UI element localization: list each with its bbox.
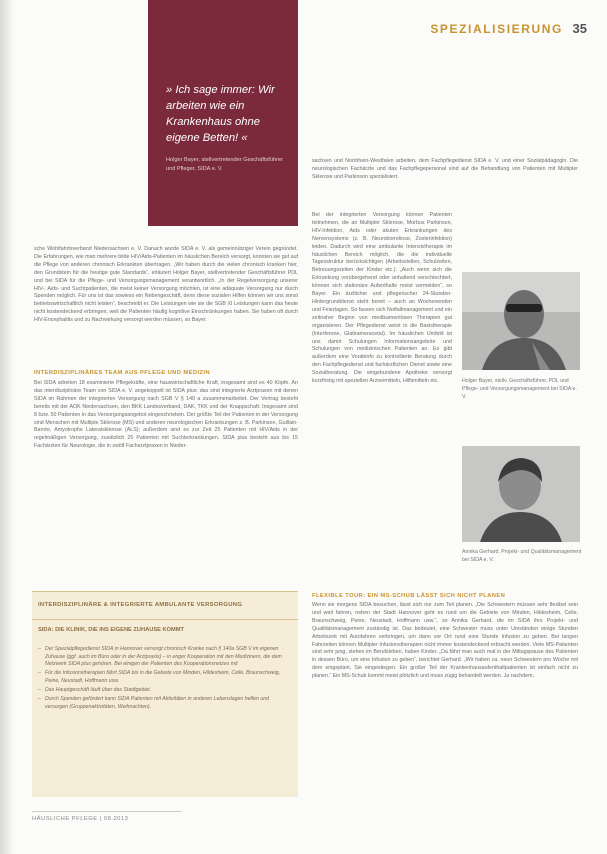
footer-divider xyxy=(32,811,182,812)
right-subheading: FLEXIBLE TOUR: EIN MS-SCHUB LÄSST SICH NICHT PLANEN xyxy=(312,593,506,599)
info-box-subtitle: SIDA: DIE KLINIK, DIE INS EIGENE ZUHAUSE KOMMT xyxy=(38,627,184,633)
pull-quote-attribution: Holger Bayer, stellvertretender Geschäftsführer und Pfleger, SIDA e. V. xyxy=(166,157,283,172)
photo-holger-bayer xyxy=(462,272,580,370)
right-paragraph-1: sachsen und Nordrhein-Westfalen arbeiten, dem Fachpflegedienst SIDA e. V. und einer Sozialpädagogin. Die neurologischen Fachärzte und das Fachpflegepersonal sind auf die Behandlung von Patienten mit Multipler Sklerose und Parkinson spezialisiert. xyxy=(312,158,578,180)
photo-annika-gerhard xyxy=(462,446,580,542)
info-box-title: INTERDISZIPLINÄRE & INTEGRIERTE AMBULANTE VERSORGUNG xyxy=(38,602,243,608)
list-item: – Für die Infusionstherapien fährt SIDA bis in die Gebiete von Minden, Hildesheim, Celle, Braunschweig, Peine, Neustadt, Hoffmann usw. xyxy=(38,670,286,685)
info-box-list xyxy=(38,646,286,713)
section-title: SPEZIALISIERUNG xyxy=(430,22,563,36)
portrait-man-image xyxy=(462,272,580,370)
photo-2-caption: Annika Gerhard, Projekt- und Qualitätsmanagement bei SIDA e. V. xyxy=(462,549,582,563)
info-box xyxy=(32,591,298,797)
list-item: – Das Hauptgeschäft läuft über das Stadtgebiet. xyxy=(38,687,286,695)
left-subheading: INTERDISZIPLINÄRES TEAM AUS PFLEGE UND MEDIZIN xyxy=(34,370,210,376)
footer-publication: HÄUSLICHE PFLEGE | 08.2013 xyxy=(32,816,129,822)
page-number: 35 xyxy=(572,21,587,36)
right-paragraph-2: Bei der integrierten Versorgung können Patienten teilnehmen, die an Multipler Sklerose, Morbus Parkinson, HIV-Infektion, Aids oder akuten Erkrankungen des Nervensystems (z. B. Neuroborreliose, Zosterinfektion) leiden. Dadurch wird eine ambulante Intensivtherapie im häuslichen Bereich möglich, die die individuelle Tagesstruktur berücksichtigen (Arbeitsstellen, Schulzeiten, Betreuungszeiten der Kinder etc.). „Auch wenn sich die Erkrankung vorübergehend oder anhaltend verschlechtert, können sich stationäre Aufenthalte meist vermeiden“, so Bayer. Ein ärztlicher und pflegerischer 24-Stunden-Hintergrunddienst steht bereit – auch an Wochenenden und Feiertagen. So fassen sich Notfallmanagement und ein zeitnaher Beginn von medikamentösen Therapien gut organisieren. Der Pflegedienst weist in die Basistherapie (Interferone, Glatirameracetat). Im häuslichen Umfeld ist uns damit Schulungen Informationsangebote und Schulungen von medizinischen Patienten an. Es gibt außerdem eine Vorabinfo zu kontrollierte Beratung durch den Fachpflegedienst und fachärztlichen Dienst sowie eine Sozialberatung. Die eingebundene Apotheke versorgt kurzfristig mit speziellen Arzneimitteln, Hilfsmitteln etc. xyxy=(312,212,452,385)
list-item: – Der Spezialpflegedienst SIDA in Hannover versorgt chronisch Kranke nach § 140a SGB V im eigenen Zuhause (ggf. auch im Büro oder in der Arztpraxis) – in enger Kooperation mit den Medizinern, die dem Netzwerk SIDA plus gehören. Bei einigen der Patienten des Kooperationsnetzes mit xyxy=(38,646,286,669)
right-paragraph-3: Wenn sie morgens SIDA besuchen, lässt sich nur zum Teil planen. „Die Schwestern müssen sehr flexibel sein und weit fahren, neben der Stadt Hannover geht es rund um die Gebiete von Minden, Hildesheim, Celle, Braunschweig, Peine, Neustadt, Hoffmann usw.“, so Annika Gerhard, die im SIDA ihrs Projekt- und Qualitätsmanagement zuständig ist. Das bedeutet, eine Schwester muss unter Umständen einige Stunden Arbeitszeit mit Autofahren verbringen, um dann vor Ort rund eine Stunde Infusion zu geben. Bei langen Fahrzeiten können Multipler Infusionstherapien nicht immer kostendeckend erbracht werden. Viele MS-Patienten sind sehr jung, stehen im Berufsleben, haben Kinder. „Da fährt man auch mal in der Mittagspause des Patienten in dessen Büro, um eine Infusion zu geben“, berichtet Gerhard. „Wir haben ca. neun Schwestern pro Woche mit dem eingeplant, Sie eingestiegen. Ein großer Teil der Krankenhausaufenthaltpatienten ist einfach nicht zu planen.“ Ein MS-Schub kommt meist plötzlich und muss zügig behandelt werden. Ja nachdem, xyxy=(312,602,578,680)
page-gutter-shadow xyxy=(0,0,14,854)
photo-1-caption: Holger Bayer, stellv. Geschäftsführer, PDL und Pflege- und Versorgungsmanagement bei SIDA e. V. xyxy=(462,378,577,400)
left-paragraph-2: Bei SIDA arbeiten 18 examinierte Pflegekräfte, eine hauswirtschaftliche Kraft, insgesamt sind es 40 Köpfe. An das interdisziplinäre Team von SIDA e. V. angekoppelt ist SIDA plus: das sind integrierte Arztpraxen mit denen SIDA im Rahmen der integrierten Versorgung nach SGB V § 140 a zusammenarbeitet. Der Vertrag besteht bereits mit der AOK Niedersachsen, den BKK Landesverband, DAK, TKK und der Knappschaft. Insgesamt sind 8 bzw. 50 Patienten in das Versorgungsangebot eingeschrieben. Der größte Teil der Patienten in der Versorgung sind Menschen mit Multiple Sklerose (MS) und anderen neurologischen Erkrankungen z. B. Parkinson, Guillain-Barrée, Amyotrophe Lateralsklerose (ALS); außerdem sind es zur Zeit 25 Patienten mit HIV/Aids in der regelmäßigen Versorgung, zusätzlich 25 Patienten mit Suchterkrankungen. SIDA plus besteht aus bis 15 Fachärzten für Neurologie, die in zwölf Facharztpraxen in Nieder- xyxy=(34,380,298,450)
portrait-woman-image xyxy=(462,446,580,542)
pull-quote-text: » Ich sage immer: Wir arbeiten wie ein Krankenhaus ohne eigene Betten! « xyxy=(166,84,275,144)
pull-quote-box xyxy=(148,0,298,226)
list-item: – Durch Spenden gefördert kann SIDA Patienten mit Aktivitäten in anderen Lebenslagen helfen und versorgen (Gruppenaktivitäten, Weihnachten). xyxy=(38,696,286,711)
left-paragraph-1: sche Wohlfahrtsverband Niedersachsen e. V. Danach wurde SIDA e. V. als gemeinnütziger Verein gegründet. Die Erfahrungen, wie man mehrere bilde HIV/Aids-Patienten im häuslichen Bereich versorgt, konnten sie gut auf die Pflege von anderen chronisch Erkrankten übertragen. „Wir haben durch die vielen chronisch kranken hier, den Grundstein für die heutige gute Standards“, erläutert Holger Bayer, stellvertretender Geschäftsführer PDL und bei SIDA für die Pflege- und Versorgungsmanagement verantwortlich. „In der Regelversorgung unserer HIV-, Aids- und Suchtpatienten, die meist keiner Versorgung möchten, ist eine adäquate Versorgung nur durch Spenden möglich. Für uns ist das sowieso ein Nebengeschäft, denn diese sozialen Hilfen können wir uns sonst betriebswirtschaftlich nicht leisten“, beschreibt er. Die Leistungen wie sie die SGB XI Leistungen kann das heute nicht kostendeckend erbringen, weil die Patienten häufig kognitive Einschränkungen haben. Sie haben oft durch HIV-Encephalitis und zu Nachwirkung versorgt werden müssen, so Bayer. xyxy=(34,246,298,324)
info-box-divider xyxy=(32,619,298,620)
